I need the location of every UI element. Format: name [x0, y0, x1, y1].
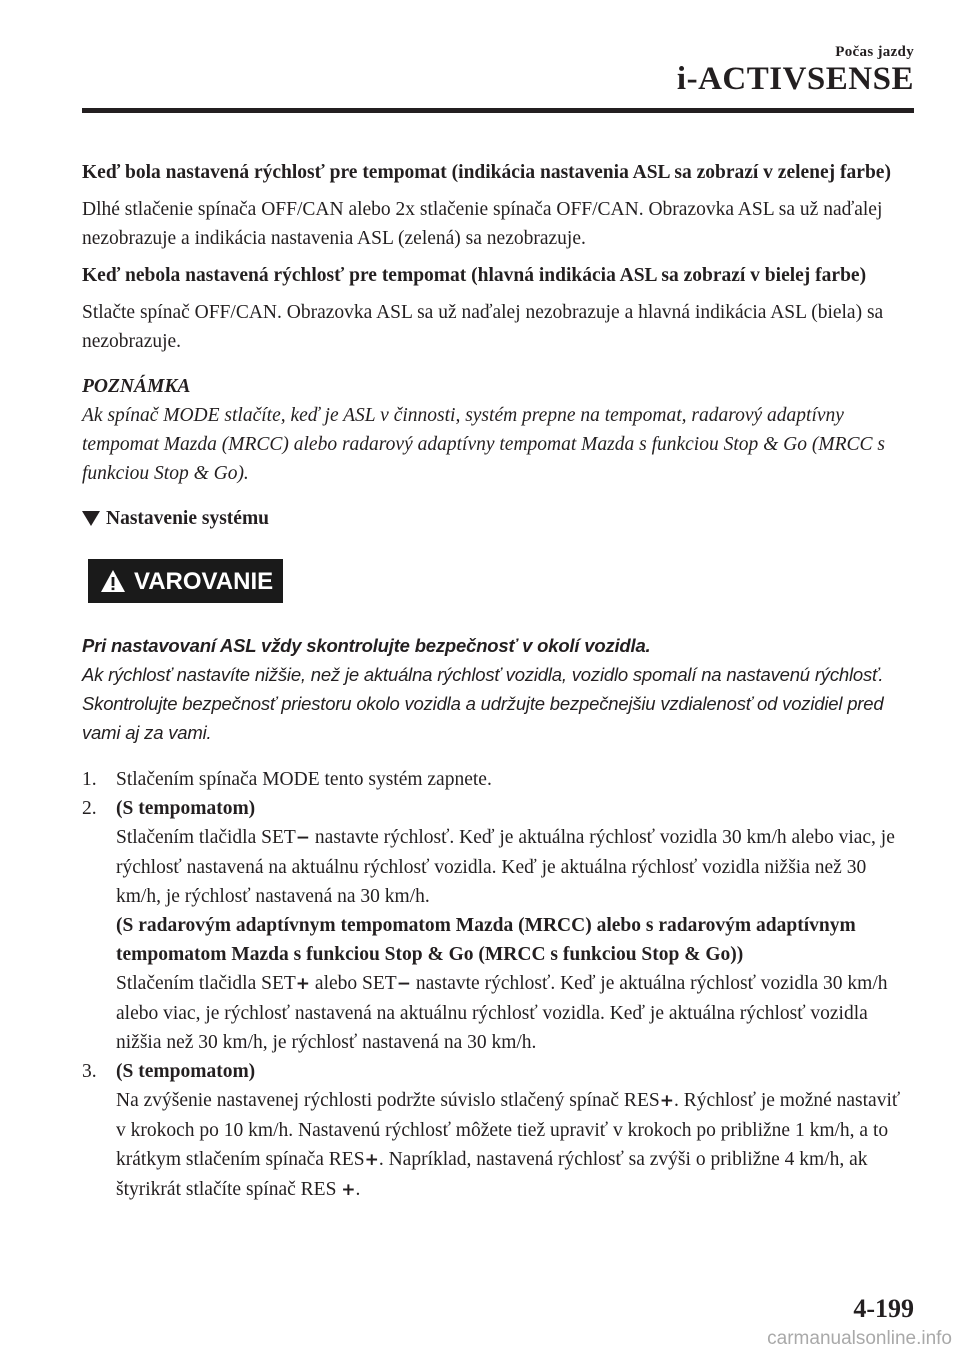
step-2-text-cruise: Stlačením tlačidla SET− nastavte rýchlosť. Keď je aktuálna rýchlosť vozidla 30 km/h alebo viac, je rýchlosť nastavená na aktuálnu rýchlosť vozidla. Keď je aktuálna rýchlosť vozidla nižšia než 30 km/h, je rýchlosť nastavená na 30 km/h. [116, 827, 895, 907]
warning-text: Ak rýchlosť nastavíte nižšie, než je aktuálna rýchlosť vozidla, vozidlo spomalí na nastavenú rýchlosť. Skontrolujte bezpečnosť priestoru okolo vozidla a udržujte bezpečnejšiu vzdialenosť od vozidiel pred vami aj za vami. [82, 664, 884, 743]
step-text: Stlačením spínača MODE tento systém zapnete. [116, 769, 492, 790]
heading-set-speed: Keď bola nastavená rýchlosť pre tempomat (indikácia nastavenia ASL sa zobrazí v zelenej farbe) [82, 162, 891, 183]
paragraph-no-set-speed: Stlačte spínač OFF/CAN. Obrazovka ASL sa už naďalej nezobrazuje a hlavná indikácia ASL (biela) sa nezobrazuje. [82, 302, 884, 352]
plus-icon: + [295, 974, 311, 994]
chapter-title: i-ACTIVSENSE [676, 61, 914, 97]
step-number: 1. [82, 769, 97, 790]
step-3-subheading-cruise: (S tempomatom) [116, 1061, 256, 1082]
subheading-system-setup [82, 504, 914, 533]
page-content [82, 158, 914, 1205]
step-number: 2. [82, 798, 97, 819]
section-title: Počas jazdy [835, 44, 914, 60]
subheading-label: Nastavenie systému [106, 508, 270, 529]
note-text: Ak spínač MODE stlačíte, keď je ASL v činnosti, systém prepne na tempomat, radarový adaptívny tempomat Mazda (MRCC) alebo radarový adaptívny tempomat Mazda s funkciou Stop & Go (MRCC s funkciou Stop & Go). [82, 405, 886, 484]
step-2-subheading-mrcc: (S radarovým adaptívnym tempomatom Mazda (MRCC) alebo s radarovým adaptívnym tempomatom Mazda s funkciou Stop & Go (MRCC s funkciou Stop & Go)) [116, 915, 856, 965]
warning-bold-line: Pri nastavovaní ASL vždy skontrolujte bezpečnosť v okolí vozidla. [82, 635, 651, 656]
page-header [677, 44, 914, 98]
warning-body [82, 631, 914, 747]
warning-triangle-icon [100, 569, 126, 593]
minus-icon: − [396, 974, 411, 994]
triangle-bullet-icon [82, 511, 100, 526]
warning-badge [88, 559, 283, 603]
header-rule [82, 108, 914, 113]
plus-icon: + [659, 1091, 674, 1111]
step-1 [82, 765, 914, 794]
note-title: POZNÁMKA [82, 376, 191, 397]
step-3 [82, 1057, 914, 1205]
paragraph-set-speed: Dlhé stlačenie spínača OFF/CAN alebo 2x stlačenie spínača OFF/CAN. Obrazovka ASL sa už naďalej nezobrazuje a indikácia nastavenia ASL (zelená) sa nezobrazuje. [82, 199, 883, 249]
plus-icon: + [341, 1180, 356, 1200]
warning-label: VAROVANIE [134, 567, 274, 595]
watermark: carmanualsonline.info [767, 1328, 952, 1349]
step-2 [82, 794, 914, 1057]
step-2-subheading-cruise: (S tempomatom) [116, 798, 256, 819]
step-3-text: Na zvýšenie nastavenej rýchlosti podržte súvislo stlačený spínač RES+. Rýchlosť je možné nastaviť v krokoch po 10 km/h. Nastavenú rýchlosť môžete tiež upraviť v krokoch po približne 1 km/h, a to krátkym stlačením spínača RES+. Napríklad, nastavená rýchlosť sa zvýši o približne 4 km/h, ak štyrikrát stlačíte spínač RES +. [116, 1090, 901, 1200]
minus-icon: − [295, 828, 311, 848]
plus-icon: + [364, 1150, 379, 1170]
heading-no-set-speed: Keď nebola nastavená rýchlosť pre tempomat (hlavná indikácia ASL sa zobrazí v bielej farbe) [82, 265, 867, 286]
steps-list [82, 765, 914, 1205]
step-number: 3. [82, 1061, 97, 1082]
step-2-text-mrcc: Stlačením tlačidla SET+ alebo SET− nastavte rýchlosť. Keď je aktuálna rýchlosť vozidla 30 km/h alebo viac, je rýchlosť nastavená na aktuálnu rýchlosť vozidla. Keď je aktuálna rýchlosť vozidla nižšia než 30 km/h, je rýchlosť nastavená na 30 km/h. [116, 973, 888, 1053]
page-number: 4-199 [853, 1294, 914, 1323]
